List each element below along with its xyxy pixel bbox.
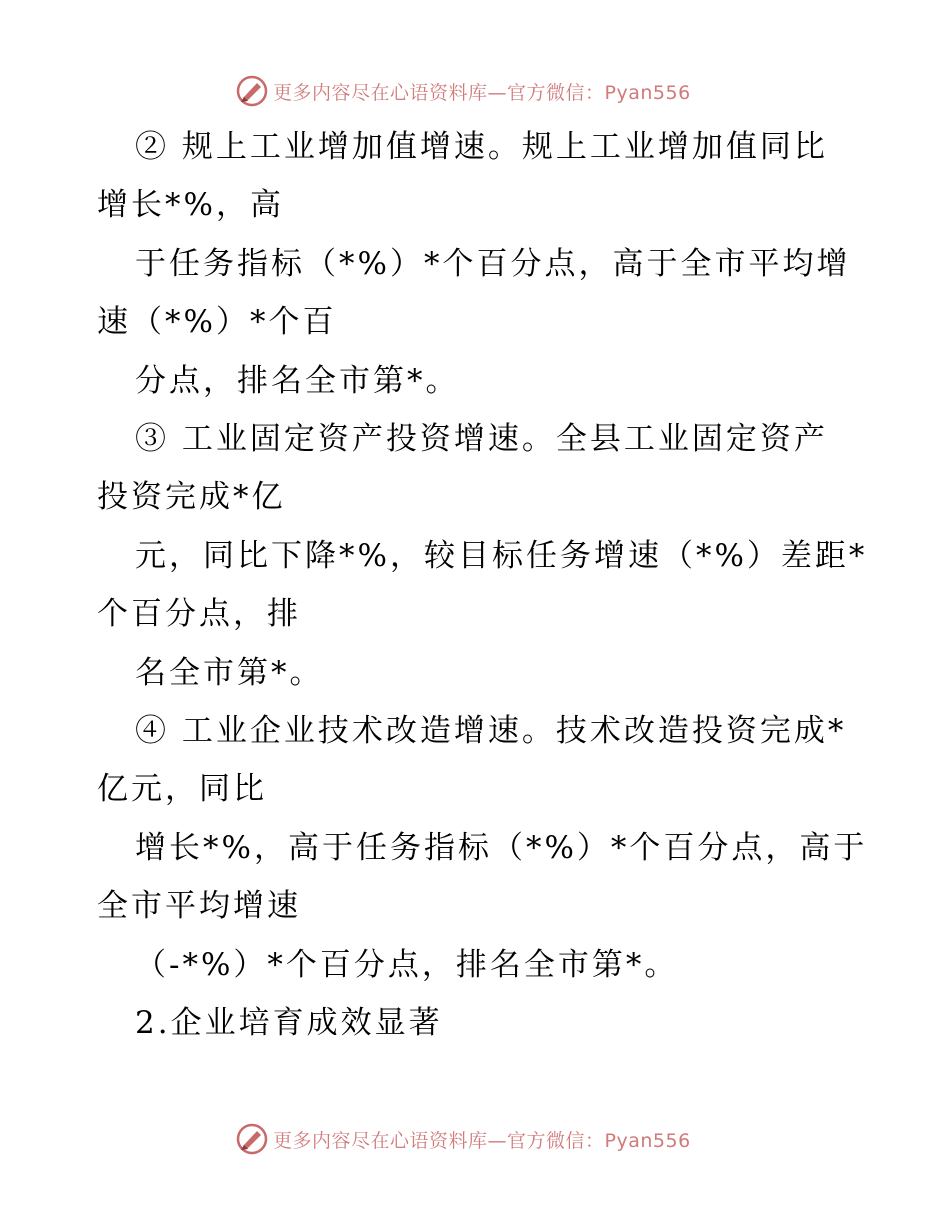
body-line: 增长*%，高于任务指标（*%）*个百分点，高于 — [135, 830, 868, 866]
body-line: 全市平均增速 — [97, 888, 301, 924]
pen-logo-icon — [235, 74, 269, 108]
body-line: （-*%）*个百分点，排名全市第*。 — [135, 947, 679, 983]
body-line: 增长*%，高 — [97, 187, 284, 223]
pen-logo-icon — [235, 1122, 269, 1156]
section-heading: 2.企业培育成效显著 — [135, 1005, 443, 1041]
body-line: 元，同比下降*%，较目标任务增速（*%）差距* — [135, 538, 868, 574]
watermark-text: 更多内容尽在心语资料库—官方微信：Pyan556 — [273, 1129, 691, 1152]
body-line: 分点，排名全市第*。 — [135, 363, 460, 399]
watermark-header — [235, 73, 691, 109]
body-line: 于任务指标（*%）*个百分点，高于全市平均增 — [135, 246, 851, 282]
body-line: ③ 工业固定资产投资增速。全县工业固定资产 — [135, 421, 828, 457]
watermark-footer — [235, 1121, 691, 1157]
body-line: ④ 工业企业技术改造增速。技术改造投资完成* — [135, 713, 847, 749]
body-line: 名全市第*。 — [135, 655, 324, 691]
body-line: 速（*%）*个百 — [97, 304, 337, 340]
body-line: 投资完成*亿 — [97, 479, 286, 515]
watermark-text: 更多内容尽在心语资料库—官方微信：Pyan556 — [273, 81, 691, 104]
body-line: 个百分点，排 — [97, 596, 301, 632]
body-line: 亿元，同比 — [97, 771, 267, 807]
body-line: ② 规上工业增加值增速。规上工业增加值同比 — [135, 129, 828, 165]
